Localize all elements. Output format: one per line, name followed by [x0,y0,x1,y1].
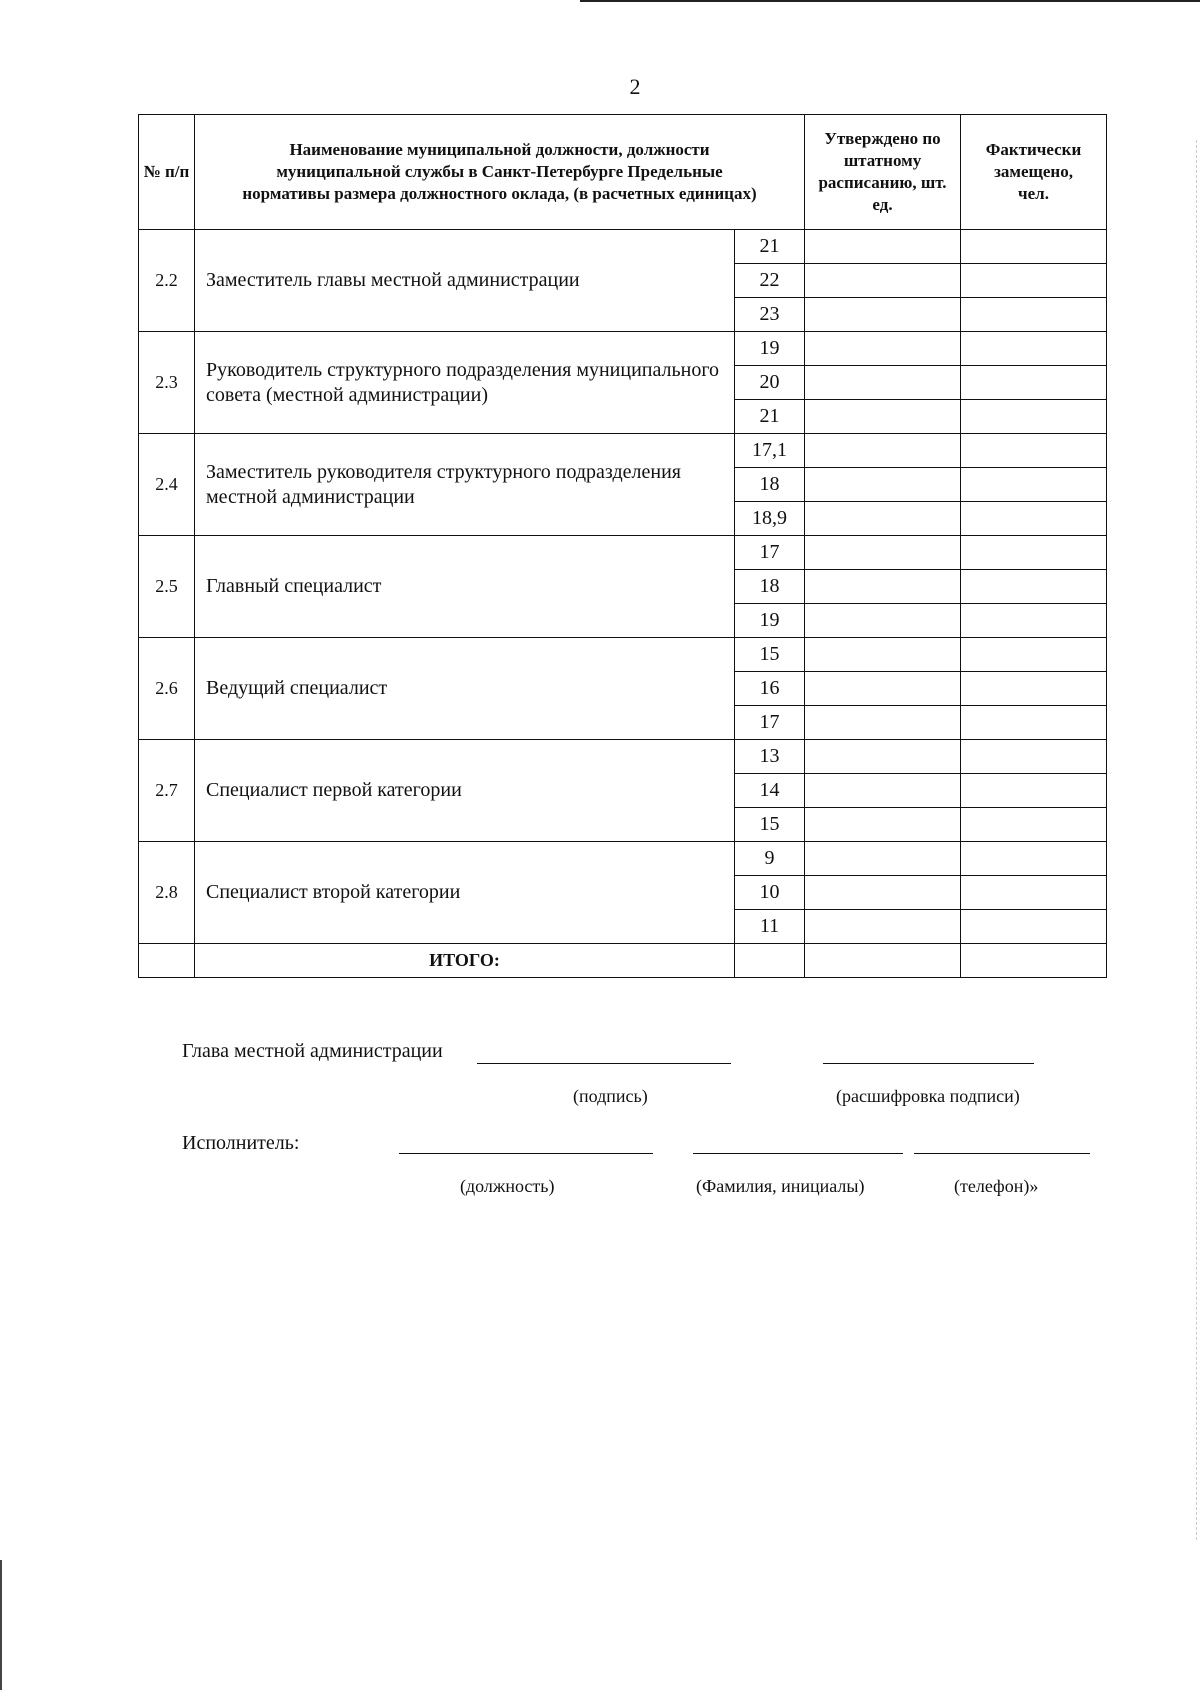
approved-cell[interactable] [805,808,961,842]
row-number: 2.7 [139,740,195,842]
salary-rate: 20 [735,366,805,400]
salary-rate: 19 [735,332,805,366]
scan-edge-right [1196,140,1197,1540]
position-line [399,1153,653,1154]
salary-rate: 15 [735,638,805,672]
salary-rate: 17,1 [735,434,805,468]
approved-cell[interactable] [805,502,961,536]
approved-cell[interactable] [805,740,961,774]
approved-cell[interactable] [805,536,961,570]
salary-rate: 14 [735,774,805,808]
actual-cell[interactable] [961,876,1107,910]
approved-cell[interactable] [805,570,961,604]
decoding-caption: (расшифровка подписи) [836,1086,1020,1106]
actual-cell[interactable] [961,672,1107,706]
table-row [139,230,1107,264]
approved-cell[interactable] [805,332,961,366]
actual-cell[interactable] [961,502,1107,536]
table-row [139,638,1107,672]
actual-cell[interactable] [961,400,1107,434]
salary-rate: 21 [735,230,805,264]
staff-table [138,114,1107,978]
approved-cell[interactable] [805,604,961,638]
salary-rate: 19 [735,604,805,638]
position-name: Специалист второй категории [195,842,735,944]
approved-cell[interactable] [805,774,961,808]
salary-rate: 17 [735,706,805,740]
name-caption: (Фамилия, инициалы) [696,1176,865,1196]
position-name: Главный специалист [195,536,735,638]
salary-rate: 21 [735,400,805,434]
row-number: 2.5 [139,536,195,638]
salary-rate: 22 [735,264,805,298]
actual-cell[interactable] [961,366,1107,400]
position-name: Специалист первой категории [195,740,735,842]
position-name: Руководитель структурного подразделения муниципального совета (местной администрации) [195,332,735,434]
top-border-line [580,0,1200,2]
position-name: Заместитель главы местной администрации [195,230,735,332]
row-number: 2.8 [139,842,195,944]
total-label: ИТОГО: [195,944,735,978]
page-number: 2 [629,74,641,99]
signature-line [477,1063,731,1064]
row-number: 2.2 [139,230,195,332]
table-row [139,740,1107,774]
position-name: Ведущий специалист [195,638,735,740]
approved-cell[interactable] [805,706,961,740]
position-name: Заместитель руководителя структурного подразделения местной администрации [195,434,735,536]
actual-cell[interactable] [961,434,1107,468]
actual-cell[interactable] [961,638,1107,672]
total-rate-cell [735,944,805,978]
actual-cell[interactable] [961,298,1107,332]
signature-caption: (подпись) [573,1086,648,1106]
executor-label: Исполнитель: [182,1132,300,1154]
actual-cell[interactable] [961,706,1107,740]
phone-caption: (телефон)» [954,1176,1039,1196]
actual-cell[interactable] [961,910,1107,944]
actual-cell[interactable] [961,468,1107,502]
approved-cell[interactable] [805,842,961,876]
approved-cell[interactable] [805,264,961,298]
header-num: № п/п [139,115,195,230]
salary-rate: 13 [735,740,805,774]
salary-rate: 11 [735,910,805,944]
total-row [139,944,1107,978]
actual-cell[interactable] [961,808,1107,842]
header-position-name: Наименование муниципальной должности, должности муниципальной службы в Санкт-Петербурге Предельные нормативы размера должностного оклада, (в расчетных единицах) [195,115,805,230]
total-approved-cell[interactable] [805,944,961,978]
total-actual-cell[interactable] [961,944,1107,978]
actual-cell[interactable] [961,842,1107,876]
approved-cell[interactable] [805,910,961,944]
approved-cell[interactable] [805,672,961,706]
salary-rate: 18 [735,570,805,604]
salary-rate: 17 [735,536,805,570]
table-row [139,434,1107,468]
approved-cell[interactable] [805,298,961,332]
header-approved: Утверждено по штатному расписанию, шт. ед. [805,115,961,230]
row-number: 2.3 [139,332,195,434]
total-num-cell [139,944,195,978]
salary-rate: 23 [735,298,805,332]
scan-edge-left [0,1560,2,1690]
actual-cell[interactable] [961,774,1107,808]
approved-cell[interactable] [805,366,961,400]
decoding-line [823,1063,1034,1064]
actual-cell[interactable] [961,570,1107,604]
approved-cell[interactable] [805,230,961,264]
row-number: 2.4 [139,434,195,536]
table-body [139,230,1107,978]
head-label: Глава местной администрации [182,1040,443,1062]
salary-rate: 15 [735,808,805,842]
table-header-row [139,115,1107,230]
salary-rate: 18,9 [735,502,805,536]
approved-cell[interactable] [805,434,961,468]
position-caption: (должность) [460,1176,555,1196]
row-number: 2.6 [139,638,195,740]
name-line [693,1153,903,1154]
approved-cell[interactable] [805,876,961,910]
salary-rate: 9 [735,842,805,876]
approved-cell[interactable] [805,400,961,434]
table-row [139,536,1107,570]
table-row [139,842,1107,876]
actual-cell[interactable] [961,230,1107,264]
actual-cell[interactable] [961,332,1107,366]
header-actual: Фактически замещено, чел. [961,115,1107,230]
actual-cell[interactable] [961,604,1107,638]
salary-rate: 16 [735,672,805,706]
table-row [139,332,1107,366]
actual-cell[interactable] [961,536,1107,570]
phone-line [914,1153,1090,1154]
approved-cell[interactable] [805,638,961,672]
approved-cell[interactable] [805,468,961,502]
actual-cell[interactable] [961,264,1107,298]
salary-rate: 18 [735,468,805,502]
salary-rate: 10 [735,876,805,910]
actual-cell[interactable] [961,740,1107,774]
